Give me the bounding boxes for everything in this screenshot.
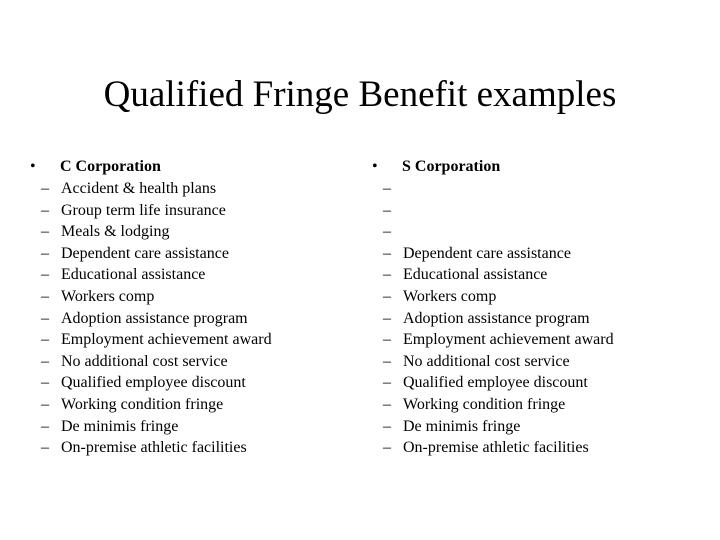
dash-icon: – [383, 374, 391, 392]
list-item-label: Accident & health plans [61, 180, 217, 197]
dash-icon: – [41, 223, 49, 241]
list-item-label: Meals & lodging [61, 223, 170, 241]
list-item-label: Group term life insurance [61, 201, 226, 219]
dash-icon: – [383, 439, 391, 457]
list-item [383, 200, 700, 222]
list-item [383, 351, 700, 373]
dash-icon: – [383, 244, 391, 262]
dash-icon: – [41, 244, 49, 262]
c-corporation-heading: C Corporation [60, 158, 161, 175]
list-item-label: On-premise athletic facilities [403, 439, 589, 457]
list-item-label: Working condition fringe [61, 395, 224, 413]
dash-icon: – [41, 180, 49, 197]
list-item [41, 243, 358, 265]
dash-icon: – [383, 266, 391, 284]
c-corporation-list [28, 178, 358, 459]
list-item-label: Educational assistance [403, 266, 548, 284]
dash-icon: – [41, 309, 49, 327]
dash-icon: – [41, 331, 49, 349]
list-item-label: Qualified employee discount [403, 374, 588, 392]
list-item [41, 394, 358, 416]
dash-icon: – [383, 417, 391, 435]
list-item-label: De minimis fringe [61, 417, 179, 435]
dash-icon: – [383, 352, 391, 370]
list-item [41, 416, 358, 438]
s-corporation-heading: S Corporation [402, 158, 501, 175]
list-item [383, 416, 700, 438]
dash-icon: – [383, 331, 391, 349]
c-corporation-heading-row [28, 157, 358, 177]
list-item [383, 221, 700, 243]
dash-icon: – [41, 352, 49, 370]
list-item [41, 178, 358, 200]
dash-icon: – [41, 374, 49, 392]
list-item [383, 308, 700, 330]
list-item [383, 394, 700, 416]
list-item-label: Workers comp [403, 287, 497, 305]
dash-icon: – [41, 395, 49, 413]
bullet-icon: • [372, 158, 378, 175]
list-item-label: Employment achievement award [403, 331, 614, 349]
list-item [383, 286, 700, 308]
list-item-label: Workers comp [61, 287, 155, 305]
dash-icon: – [383, 309, 391, 327]
list-item [41, 308, 358, 330]
list-item-label: Adoption assistance program [61, 309, 248, 327]
dash-icon: – [41, 417, 49, 435]
list-item-label: Dependent care assistance [403, 244, 571, 262]
dash-icon: – [383, 223, 391, 241]
list-item-label: Adoption assistance program [403, 309, 590, 327]
list-item [41, 221, 358, 243]
dash-icon: – [41, 287, 49, 305]
list-item-label: Qualified employee discount [61, 374, 246, 392]
list-item [383, 329, 700, 351]
list-item [383, 264, 700, 286]
list-item [383, 178, 700, 200]
dash-icon: – [41, 201, 49, 219]
list-item-label: De minimis fringe [403, 417, 521, 435]
list-item-label: On-premise athletic facilities [61, 439, 247, 457]
dash-icon: – [383, 395, 391, 413]
list-item [383, 372, 700, 394]
list-item-label: Educational assistance [61, 266, 206, 284]
list-item [41, 329, 358, 351]
list-item [41, 372, 358, 394]
c-corporation-column [28, 157, 358, 459]
s-corporation-list [370, 178, 700, 459]
list-item [383, 243, 700, 265]
slide-title: Qualified Fringe Benefit examples [103, 74, 617, 115]
list-item-label: Dependent care assistance [61, 244, 229, 262]
list-item [41, 351, 358, 373]
dash-icon: – [383, 180, 391, 197]
list-item-label: No additional cost service [403, 352, 570, 370]
list-item-label: No additional cost service [61, 352, 228, 370]
dash-icon: – [41, 266, 49, 284]
dash-icon: – [383, 201, 391, 219]
list-item [41, 286, 358, 308]
dash-icon: – [383, 287, 391, 305]
dash-icon: – [41, 439, 49, 457]
list-item-label: Employment achievement award [61, 331, 272, 349]
list-item [383, 437, 700, 459]
bullet-icon: • [30, 158, 36, 175]
s-corporation-column [370, 157, 700, 459]
list-item [41, 437, 358, 459]
list-item [41, 200, 358, 222]
s-corporation-heading-row [370, 157, 700, 177]
list-item-label: Working condition fringe [403, 395, 566, 413]
list-item [41, 264, 358, 286]
